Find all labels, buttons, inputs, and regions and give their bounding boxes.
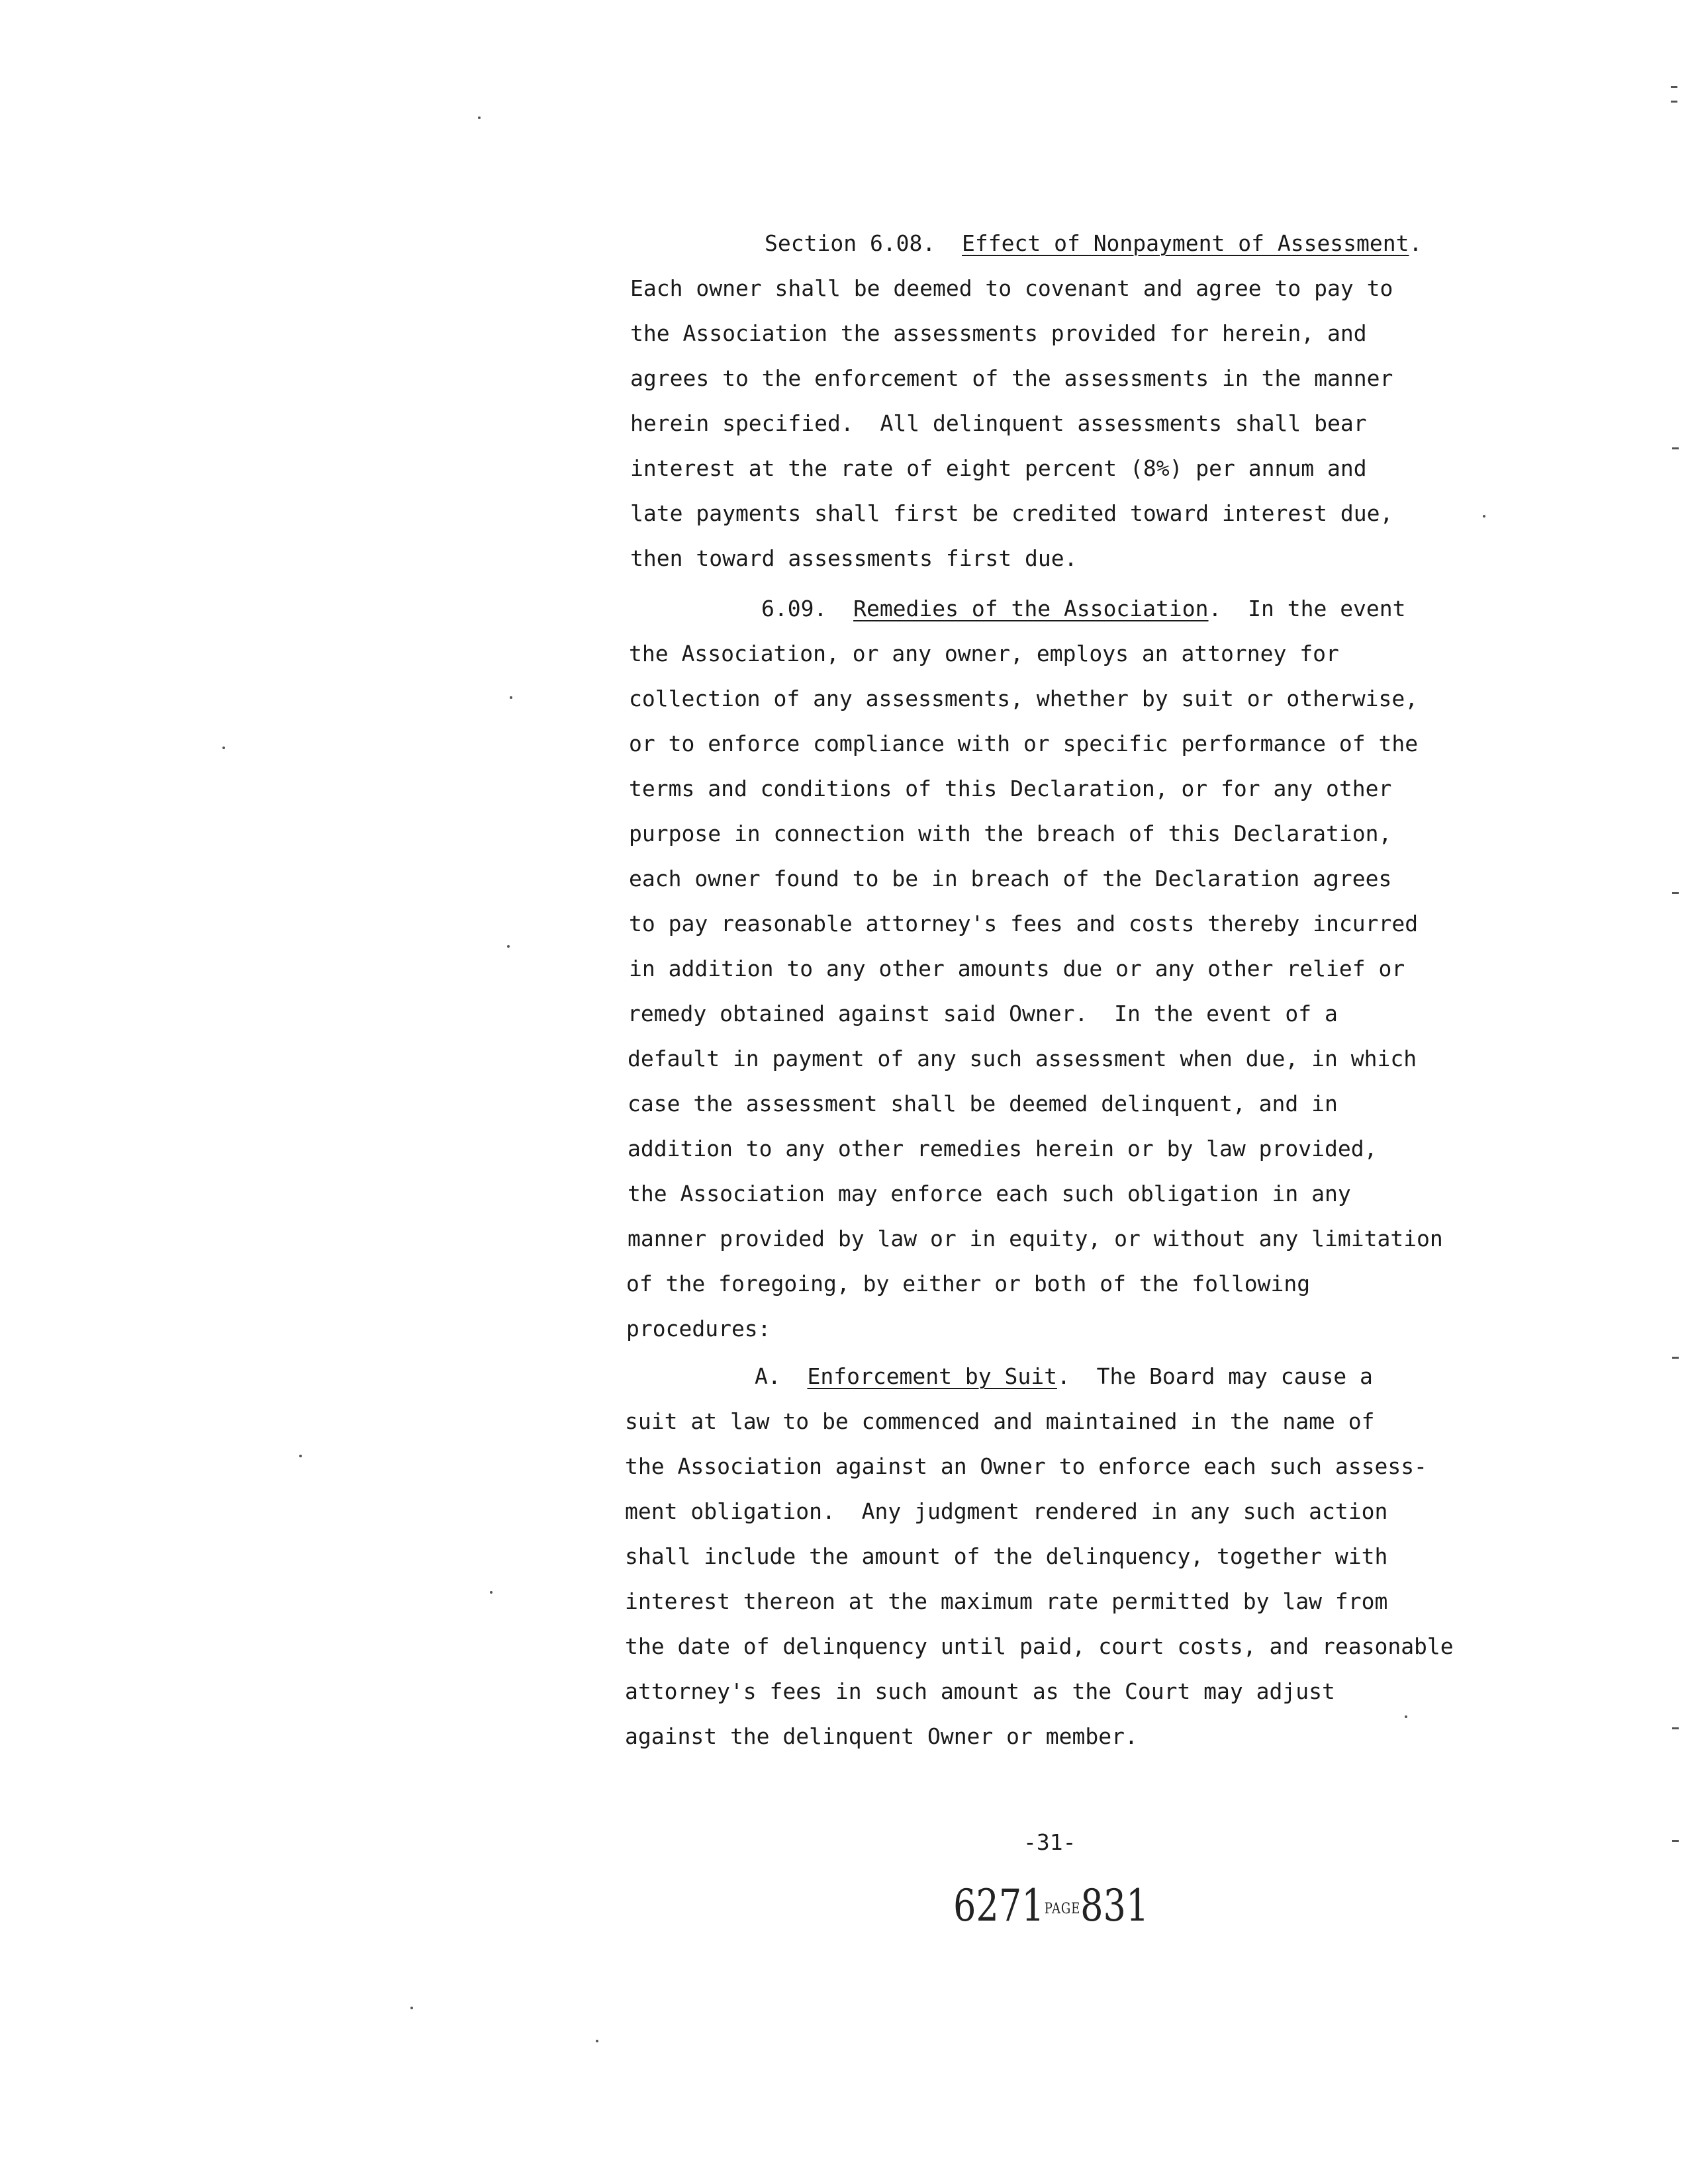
margin-mark	[1671, 101, 1677, 103]
scan-speck	[1483, 515, 1485, 518]
section-6-09-line: manner provided by law or in equity, or without any limitation	[628, 1226, 1443, 1251]
scan-speck	[1405, 1715, 1407, 1718]
section-6-08-number: Section 6.08.	[765, 230, 962, 256]
subsection-a-heading	[755, 1363, 1373, 1390]
scan-speck	[478, 116, 481, 119]
margin-mark	[1671, 86, 1677, 88]
subsection-a-line: shall include the amount of the delinquency, together with	[625, 1543, 1388, 1569]
section-6-09-title-end: . In the event	[1208, 596, 1406, 621]
margin-mark	[1672, 447, 1679, 449]
section-6-09-line: procedures:	[626, 1316, 771, 1342]
section-6-08-line: then toward assessments first due.	[630, 545, 1078, 571]
section-6-09-number: 6.09.	[761, 596, 854, 621]
section-6-09-line: purpose in connection with the breach of this Declaration,	[629, 821, 1392, 846]
scan-speck	[596, 2040, 598, 2042]
scan-speck	[507, 945, 510, 948]
recording-page-number: 831	[1080, 1880, 1149, 1931]
section-6-08-line: the Association the assessments provided for herein, and	[630, 320, 1367, 346]
scan-speck	[510, 696, 512, 699]
section-6-09-title: Remedies of the Association	[853, 596, 1209, 621]
section-6-09-line: the Association, or any owner, employs an attorney for	[629, 641, 1339, 666]
section-6-09-line: default in payment of any such assessment when due, in which	[628, 1046, 1417, 1071]
subsection-a-line: the date of delinquency until paid, court costs, and reasonable	[625, 1633, 1454, 1659]
section-6-08-line: agrees to the enforcement of the assessments in the manner	[630, 365, 1393, 391]
scan-speck	[222, 747, 225, 749]
subsection-a-line: ment obligation. Any judgment rendered in any such action	[625, 1498, 1388, 1524]
section-6-08-line: interest at the rate of eight percent (8%) per annum and	[630, 455, 1367, 481]
section-6-09-line: remedy obtained against said Owner. In the event of a	[628, 1001, 1338, 1026]
section-6-09-line: to pay reasonable attorney's fees and costs thereby incurred	[629, 911, 1419, 936]
section-6-09-line: each owner found to be in breach of the Declaration agrees	[629, 866, 1392, 891]
subsection-a-line: against the delinquent Owner or member.	[625, 1723, 1138, 1749]
page-number: -31-	[1023, 1829, 1076, 1855]
margin-mark	[1672, 892, 1679, 894]
subsection-a-line: the Association against an Owner to enforce each such assess-	[625, 1453, 1427, 1479]
scan-speck	[490, 1591, 492, 1594]
section-6-08-heading	[765, 230, 1422, 257]
margin-mark	[1672, 1727, 1679, 1729]
section-6-09-line: collection of any assessments, whether by suit or otherwise,	[629, 686, 1419, 711]
section-6-09-line: of the foregoing, by either or both of the following	[626, 1271, 1311, 1297]
section-6-08-line: late payments shall first be credited toward interest due,	[630, 500, 1393, 526]
section-6-09-line: addition to any other remedies herein or by law provided,	[628, 1136, 1378, 1161]
margin-mark	[1672, 1357, 1679, 1359]
scan-speck	[299, 1455, 302, 1457]
recording-page-label: PAGE	[1044, 1901, 1081, 1917]
recording-stamp	[953, 1880, 1149, 1936]
subsection-a-line: interest thereon at the maximum rate permitted by law from	[625, 1588, 1388, 1614]
subsection-a-title-end: . The Board may cause a	[1056, 1363, 1373, 1389]
section-6-09-line: or to enforce compliance with or specific performance of the	[629, 731, 1419, 756]
subsection-a-line: attorney's fees in such amount as the Court may adjust	[625, 1678, 1335, 1704]
section-6-08-title-end: .	[1409, 230, 1423, 256]
margin-mark	[1672, 1840, 1679, 1842]
subsection-a-letter: A.	[755, 1363, 808, 1389]
section-6-09-heading	[761, 596, 1406, 622]
scan-speck	[410, 2007, 413, 2009]
section-6-09-line: the Association may enforce each such obligation in any	[628, 1181, 1351, 1206]
section-6-08-line: herein specified. All delinquent assessments shall bear	[630, 410, 1367, 436]
section-6-08-line: Each owner shall be deemed to covenant and agree to pay to	[630, 275, 1393, 301]
section-6-09-line: terms and conditions of this Declaration, or for any other	[629, 776, 1392, 801]
section-6-08-title: Effect of Nonpayment of Assessment	[962, 230, 1409, 256]
section-6-09-line: in addition to any other amounts due or any other relief or	[629, 956, 1405, 981]
subsection-a-line: suit at law to be commenced and maintained in the name of	[625, 1408, 1375, 1434]
recording-book-number: 6271	[953, 1880, 1045, 1931]
subsection-a-title: Enforcement by Suit	[807, 1363, 1057, 1389]
section-6-09-line: case the assessment shall be deemed delinquent, and in	[628, 1091, 1338, 1116]
